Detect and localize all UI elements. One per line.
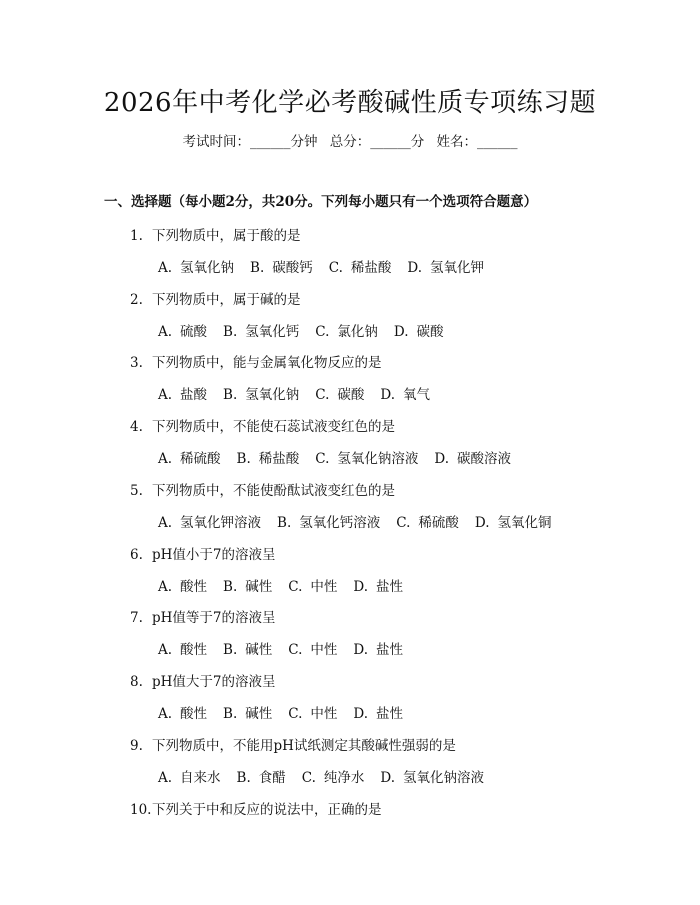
option-text: 碱性 — [245, 642, 273, 658]
option-text: 中性 — [310, 579, 338, 595]
exam-time: 考试时间：______分钟 — [182, 134, 318, 150]
option-letter: B. — [236, 451, 251, 467]
option-choice — [158, 766, 221, 786]
option-text: 稀盐酸 — [258, 451, 300, 467]
question-text: 下列物质中，不能用pH试纸测定其酸碱性强弱的是 — [152, 738, 456, 754]
option-letter: A. — [158, 706, 173, 722]
option-choice — [288, 638, 337, 658]
question-text: pH值小于7的溶液呈 — [152, 547, 276, 563]
option-choice — [158, 320, 207, 340]
question-number: 6. — [130, 547, 143, 563]
option-choice — [237, 766, 286, 786]
option-text: 食醋 — [258, 770, 286, 786]
option-choice — [250, 256, 313, 276]
question-number: 7. — [130, 610, 143, 626]
option-choice — [158, 575, 207, 595]
option-choice — [158, 383, 207, 403]
option-text: 氢氧化钙 — [245, 324, 300, 340]
option-letter: C. — [315, 324, 330, 340]
question-text: 下列物质中，能与金属氧化物反应的是 — [152, 355, 382, 371]
option-letter: C. — [301, 770, 316, 786]
option-letter: C. — [288, 579, 303, 595]
section-heading: 一、选择题（每小题2分，共20分。下列每小题只有一个选项符合题意） — [104, 194, 538, 210]
option-letter: B. — [223, 642, 238, 658]
option-text: 碳酸溶液 — [457, 451, 512, 467]
option-letter: D. — [353, 642, 369, 658]
option-text: 氢氧化钙溶液 — [299, 515, 381, 531]
option-text: 盐酸 — [180, 387, 208, 403]
option-letter: B. — [236, 770, 251, 786]
option-text: 氢氧化钠溶液 — [337, 451, 419, 467]
question-8 — [130, 670, 276, 690]
option-choice — [353, 575, 403, 595]
option-choice — [288, 702, 337, 722]
question-number: 4. — [130, 419, 143, 435]
option-choice — [277, 511, 380, 531]
option-letter: A. — [158, 579, 173, 595]
options-row — [158, 511, 568, 531]
question-text: pH值大于7的溶液呈 — [152, 674, 276, 690]
option-letter: C. — [328, 260, 343, 276]
option-letter: C. — [396, 515, 411, 531]
option-text: 碳酸钙 — [272, 260, 313, 276]
total-score: 总分：______分 — [329, 134, 425, 150]
option-text: 碳酸 — [416, 324, 444, 340]
option-choice — [380, 383, 430, 403]
option-choice — [396, 511, 459, 531]
option-text: 中性 — [310, 642, 338, 658]
option-text: 氢氧化铜 — [497, 515, 552, 531]
option-choice — [288, 575, 337, 595]
option-letter: B. — [223, 324, 238, 340]
option-choice — [158, 702, 207, 722]
option-letter: B. — [223, 387, 238, 403]
option-text: 中性 — [310, 706, 338, 722]
option-letter: D. — [434, 451, 450, 467]
option-letter: C. — [288, 642, 303, 658]
option-text: 自来水 — [180, 770, 221, 786]
question-3 — [130, 351, 382, 371]
option-text: 硫酸 — [180, 324, 208, 340]
options-row — [158, 320, 460, 340]
option-letter: D. — [380, 387, 396, 403]
option-text: 稀盐酸 — [350, 260, 392, 276]
option-text: 碱性 — [245, 706, 273, 722]
option-choice — [223, 320, 299, 340]
option-text: 氢氧化钾溶液 — [180, 515, 262, 531]
option-letter: D. — [380, 770, 396, 786]
option-choice — [394, 320, 444, 340]
options-row — [158, 256, 500, 276]
question-2 — [130, 288, 301, 308]
option-choice — [223, 638, 272, 658]
option-letter: A. — [158, 770, 173, 786]
question-4 — [130, 415, 395, 435]
option-choice — [158, 511, 261, 531]
option-text: 盐性 — [376, 642, 404, 658]
option-letter: A. — [158, 515, 173, 531]
question-10 — [130, 798, 382, 818]
option-letter: B. — [223, 579, 238, 595]
question-number: 8. — [130, 674, 143, 690]
option-text: 盐性 — [376, 706, 404, 722]
question-number: 1. — [130, 228, 143, 244]
option-letter: D. — [407, 260, 423, 276]
option-letter: C. — [288, 706, 303, 722]
option-text: 纯净水 — [323, 770, 365, 786]
option-letter: A. — [158, 451, 173, 467]
page-title: 2026年中考化学必考酸碱性质专项练习题 — [103, 88, 597, 118]
question-number: 5. — [130, 483, 143, 499]
option-choice — [353, 638, 403, 658]
option-text: 氯化钠 — [337, 324, 378, 340]
options-row — [158, 447, 527, 467]
question-1 — [130, 224, 301, 244]
option-letter: A. — [158, 387, 173, 403]
options-row — [158, 383, 446, 403]
options-row — [158, 766, 500, 786]
exam-info — [0, 130, 700, 150]
question-6 — [130, 543, 276, 563]
option-choice — [380, 766, 484, 786]
question-text: 下列物质中，不能使酚酞试液变红色的是 — [152, 483, 395, 499]
option-letter: A. — [158, 324, 173, 340]
question-text: 下列物质中，不能使石蕊试液变红色的是 — [152, 419, 395, 435]
option-letter: C. — [315, 451, 330, 467]
question-9 — [130, 734, 456, 754]
option-choice — [237, 447, 300, 467]
option-letter: D. — [353, 579, 369, 595]
option-text: 盐性 — [376, 579, 404, 595]
option-choice — [158, 638, 207, 658]
question-text: 下列关于中和反应的说法中，正确的是 — [152, 802, 382, 818]
option-choice — [223, 383, 299, 403]
option-choice — [475, 511, 552, 531]
question-7 — [130, 606, 276, 626]
option-text: 酸性 — [180, 579, 208, 595]
option-text: 氢氧化钠 — [245, 387, 300, 403]
option-choice — [353, 702, 403, 722]
question-text: 下列物质中，属于碱的是 — [152, 292, 301, 308]
option-text: 碱性 — [245, 579, 273, 595]
options-row — [158, 702, 419, 722]
option-text: 酸性 — [180, 642, 208, 658]
option-letter: D. — [353, 706, 369, 722]
option-letter: C. — [315, 387, 330, 403]
question-text: 下列物质中，属于酸的是 — [152, 228, 301, 244]
option-choice — [315, 383, 364, 403]
question-5 — [130, 479, 395, 499]
option-text: 稀硫酸 — [180, 451, 221, 467]
option-letter: B. — [250, 260, 265, 276]
question-number: 3. — [130, 355, 143, 371]
question-text: pH值等于7的溶液呈 — [152, 610, 276, 626]
option-text: 氢氧化钠溶液 — [403, 770, 485, 786]
option-text: 碳酸 — [337, 387, 365, 403]
option-choice — [302, 766, 365, 786]
option-choice — [329, 256, 392, 276]
option-text: 氢氧化钠 — [180, 260, 235, 276]
option-choice — [315, 320, 378, 340]
options-row — [158, 638, 419, 658]
option-text: 稀硫酸 — [418, 515, 459, 531]
option-text: 酸性 — [180, 706, 208, 722]
option-letter: A. — [158, 642, 173, 658]
option-text: 氢氧化钾 — [430, 260, 485, 276]
option-choice — [315, 447, 418, 467]
option-choice — [158, 256, 234, 276]
question-number: 10. — [130, 802, 152, 818]
option-letter: B. — [277, 515, 292, 531]
option-letter: D. — [393, 324, 409, 340]
option-letter: A. — [158, 260, 173, 276]
question-number: 9. — [130, 738, 143, 754]
question-number: 2. — [130, 292, 143, 308]
option-choice — [434, 447, 511, 467]
option-choice — [407, 256, 484, 276]
option-choice — [158, 447, 221, 467]
option-choice — [223, 575, 272, 595]
option-choice — [223, 702, 272, 722]
options-row — [158, 575, 419, 595]
option-text: 氧气 — [403, 387, 431, 403]
student-name: 姓名：______ — [436, 134, 518, 150]
option-letter: B. — [223, 706, 238, 722]
option-letter: D. — [474, 515, 490, 531]
